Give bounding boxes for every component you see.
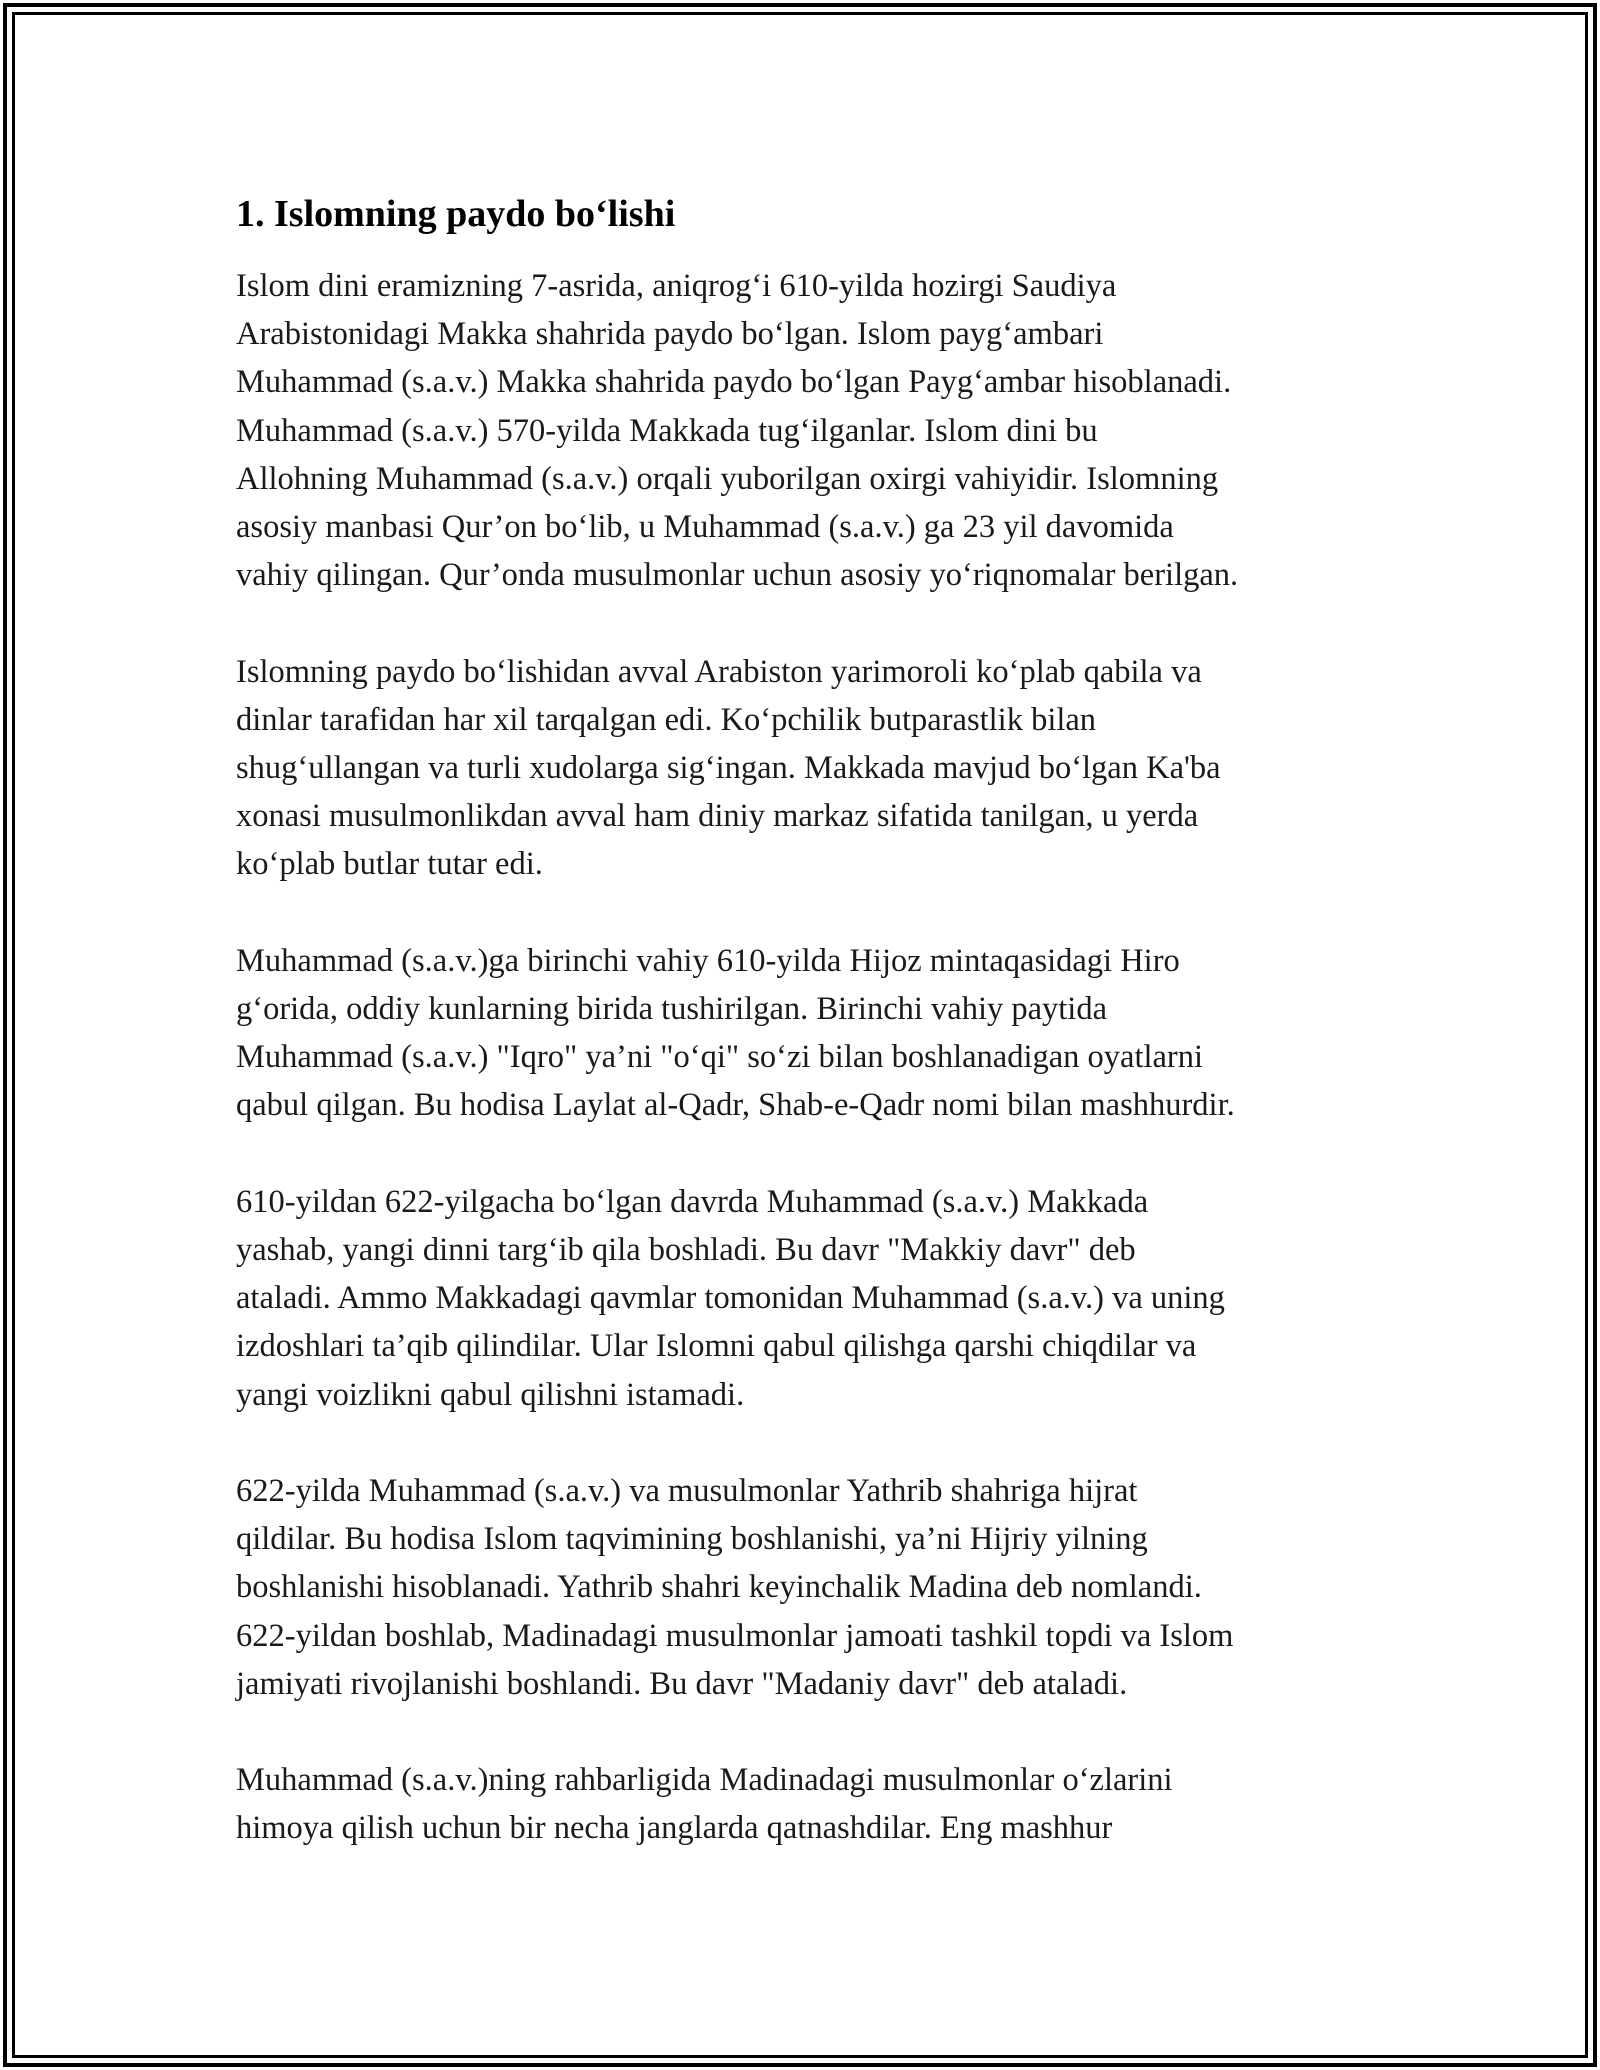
paragraph-line: 622-yilda Muhammad (s.a.v.) va musulmonlar Yathrib shahriga hijrat bbox=[236, 1473, 1138, 1510]
paragraph-2 bbox=[236, 648, 1396, 889]
paragraph-3 bbox=[236, 937, 1396, 1130]
paragraph-line: himoya qilish uchun bir necha janglarda qatnashdilar. Eng mashhur bbox=[236, 1810, 1113, 1847]
paragraph-line: ko‘plab butlar tutar edi. bbox=[236, 846, 543, 883]
paragraph-line: Allohning Muhammad (s.a.v.) orqali yuborilgan oxirgi vahiyidir. Islomning bbox=[236, 460, 1219, 497]
paragraph-line: g‘orida, oddiy kunlarning birida tushirilgan. Birinchi vahiy paytida bbox=[236, 991, 1108, 1028]
document-body bbox=[236, 186, 1396, 1901]
paragraph-line: Muhammad (s.a.v.)ga birinchi vahiy 610-yilda Hijoz mintaqasidagi Hiro bbox=[236, 942, 1180, 979]
paragraph-line: qabul qilgan. Bu hodisa Laylat al-Qadr, Shab-e-Qadr nomi bilan mashhurdir. bbox=[236, 1087, 1235, 1124]
paragraph-line: yangi voizlikni qabul qilishni istamadi. bbox=[236, 1376, 745, 1413]
paragraph-line: yashab, yangi dinni targ‘ib qila boshladi. Bu davr "Makkiy davr" deb bbox=[236, 1232, 1136, 1269]
paragraph-line: 622-yildan boshlab, Madinadagi musulmonlar jamoati tashkil topdi va Islom bbox=[236, 1617, 1234, 1654]
section-heading: 1. Islomning paydo bo‘lishi bbox=[236, 193, 676, 235]
paragraph-line: shug‘ullangan va turli xudolarga sig‘ingan. Makkada mavjud bo‘lgan Ka'ba bbox=[236, 750, 1221, 787]
paragraph-line: Muhammad (s.a.v.) Makka shahrida paydo bo‘lgan Payg‘ambar hisoblanadi. bbox=[236, 364, 1232, 401]
paragraph-line: xonasi musulmonlikdan avval ham diniy markaz sifatida tanilgan, u yerda bbox=[236, 798, 1199, 835]
paragraph-line: Muhammad (s.a.v.)ning rahbarligida Madinadagi musulmonlar o‘zlarini bbox=[236, 1762, 1173, 1799]
paragraph-line: Muhammad (s.a.v.) 570-yilda Makkada tug‘ilganlar. Islom dini bu bbox=[236, 412, 1098, 449]
paragraph-1 bbox=[236, 262, 1396, 599]
paragraph-line: izdoshlari ta’qib qilindilar. Ular Islomni qabul qilishga qarshi chiqdilar va bbox=[236, 1328, 1197, 1365]
paragraph-5 bbox=[236, 1467, 1396, 1708]
paragraph-4 bbox=[236, 1178, 1396, 1419]
paragraph-line: jamiyati rivojlanishi boshlandi. Bu davr "Madaniy davr" deb ataladi. bbox=[236, 1665, 1128, 1702]
paragraph-line: asosiy manbasi Qur’on bo‘lib, u Muhammad (s.a.v.) ga 23 yil davomida bbox=[236, 509, 1174, 546]
paragraph-line: boshlanishi hisoblanadi. Yathrib shahri keyinchalik Madina deb nomlandi. bbox=[236, 1569, 1202, 1606]
paragraph-6 bbox=[236, 1756, 1396, 1852]
paragraph-line: qildilar. Bu hodisa Islom taqvimining boshlanishi, ya’ni Hijriy yilning bbox=[236, 1521, 1148, 1558]
paragraph-line: vahiy qilingan. Qur’onda musulmonlar uchun asosiy yo‘riqnomalar berilgan. bbox=[236, 557, 1239, 594]
paragraph-list bbox=[236, 262, 1396, 1853]
paragraph-line: dinlar tarafidan har xil tarqalgan edi. Ko‘pchilik butparastlik bilan bbox=[236, 701, 1097, 738]
paragraph-line: Islomning paydo bo‘lishidan avval Arabiston yarimoroli ko‘plab qabila va bbox=[236, 653, 1202, 690]
paragraph-line: 610-yildan 622-yilgacha bo‘lgan davrda Muhammad (s.a.v.) Makkada bbox=[236, 1183, 1149, 1220]
paragraph-line: ataladi. Ammo Makkadagi qavmlar tomonidan Muhammad (s.a.v.) va uning bbox=[236, 1280, 1225, 1317]
paragraph-line: Muhammad (s.a.v.) "Iqro" ya’ni "o‘qi" so‘zi bilan boshlanadigan oyatlarni bbox=[236, 1039, 1204, 1076]
paragraph-line: Arabistonidagi Makka shahrida paydo bo‘lgan. Islom payg‘ambari bbox=[236, 316, 1104, 353]
paragraph-line: Islom dini eramizning 7-asrida, aniqrog‘i 610-yilda hozirgi Saudiya bbox=[236, 268, 1117, 304]
